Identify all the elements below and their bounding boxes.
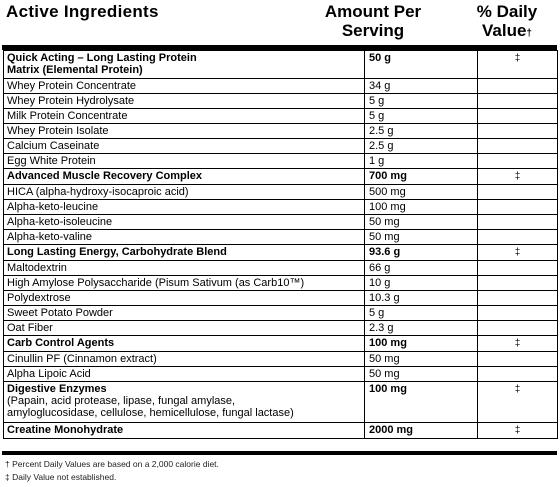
ingredient-amount: 5 g <box>365 94 478 109</box>
header-amount-line2: Serving <box>341 21 405 40</box>
ingredient-daily-value <box>478 321 558 336</box>
ingredient-daily-value: ‡ <box>478 51 558 79</box>
ingredient-name: Egg White Protein <box>4 154 365 169</box>
table-row <box>4 382 558 423</box>
ingredient-name: Advanced Muscle Recovery Complex <box>4 169 365 185</box>
ingredient-amount: 2.5 g <box>365 139 478 154</box>
ingredient-amount: 1 g <box>365 154 478 169</box>
ingredient-amount: 100 mg <box>365 336 478 352</box>
ingredient-name: Milk Protein Concentrate <box>4 109 365 124</box>
ingredient-name-line: (Papain, acid protease, lipase, fungal amylase, <box>7 395 236 407</box>
ingredient-name: Whey Protein Hydrolysate <box>4 94 365 109</box>
ingredient-amount: 2.5 g <box>365 124 478 139</box>
footer-divider-bar <box>2 451 557 455</box>
ingredient-amount: 34 g <box>365 79 478 94</box>
ingredient-name: Alpha Lipoic Acid <box>4 367 365 382</box>
ingredient-amount: 10 g <box>365 276 478 291</box>
ingredient-daily-value <box>478 215 558 230</box>
ingredient-daily-value <box>478 94 558 109</box>
table-row <box>4 321 558 336</box>
table-row <box>4 261 558 276</box>
ingredient-daily-value: ‡ <box>478 169 558 185</box>
table-row <box>4 79 558 94</box>
table-row <box>4 185 558 200</box>
ingredient-amount: 500 mg <box>365 185 478 200</box>
ingredient-amount: 2000 mg <box>365 423 478 439</box>
ingredient-amount: 2.3 g <box>365 321 478 336</box>
ingredient-name: Sweet Potato Powder <box>4 306 365 321</box>
ingredient-name-line: Quick Acting – Long Lasting Protein <box>7 52 197 64</box>
ingredient-daily-value <box>478 139 558 154</box>
ingredient-daily-value <box>478 261 558 276</box>
ingredient-name: HICA (alpha-hydroxy-isocaproic acid) <box>4 185 365 200</box>
ingredient-daily-value <box>478 352 558 367</box>
ingredient-name: Long Lasting Energy, Carbohydrate Blend <box>4 245 365 261</box>
footnote-double-dagger: ‡ Daily Value not established. <box>5 472 117 482</box>
ingredient-daily-value <box>478 367 558 382</box>
footnote-dagger: † Percent Daily Values are based on a 2,000 calorie diet. <box>5 459 219 469</box>
table-row <box>4 291 558 306</box>
table-row <box>4 154 558 169</box>
ingredient-name: Oat Fiber <box>4 321 365 336</box>
ingredient-daily-value <box>478 200 558 215</box>
ingredient-name: Alpha-keto-valine <box>4 230 365 245</box>
table-row <box>4 306 558 321</box>
header-amount-line1: Amount Per <box>324 2 422 21</box>
table-row <box>4 94 558 109</box>
ingredient-name: Alpha-keto-isoleucine <box>4 215 365 230</box>
ingredient-name: Calcium Caseinate <box>4 139 365 154</box>
header-daily-value <box>462 2 552 43</box>
ingredient-daily-value <box>478 109 558 124</box>
ingredient-daily-value <box>478 79 558 94</box>
ingredient-amount: 50 mg <box>365 352 478 367</box>
ingredient-name: Whey Protein Isolate <box>4 124 365 139</box>
table-header <box>0 0 560 47</box>
header-amount-per-serving <box>308 2 438 40</box>
ingredient-daily-value <box>478 124 558 139</box>
dagger-mark: † <box>526 28 532 39</box>
ingredient-amount: 5 g <box>365 306 478 321</box>
ingredient-name-line: amyloglucosidase, cellulose, hemicellulose, fungal lactase) <box>7 407 294 419</box>
table-row <box>4 336 558 352</box>
ingredient-amount: 10.3 g <box>365 291 478 306</box>
table-row <box>4 124 558 139</box>
ingredient-daily-value: ‡ <box>478 245 558 261</box>
header-dv-line2 <box>462 21 552 43</box>
ingredient-name-line: Digestive Enzymes <box>7 383 107 395</box>
ingredient-amount: 93.6 g <box>365 245 478 261</box>
table-row <box>4 109 558 124</box>
table-row <box>4 230 558 245</box>
ingredient-name <box>4 51 365 79</box>
ingredient-name: Whey Protein Concentrate <box>4 79 365 94</box>
ingredient-name: Alpha-keto-leucine <box>4 200 365 215</box>
ingredient-daily-value <box>478 154 558 169</box>
ingredient-daily-value <box>478 306 558 321</box>
table-row <box>4 352 558 367</box>
ingredient-name: Maltodextrin <box>4 261 365 276</box>
table-row <box>4 276 558 291</box>
ingredient-amount: 700 mg <box>365 169 478 185</box>
ingredient-name: Carb Control Agents <box>4 336 365 352</box>
ingredient-amount: 5 g <box>365 109 478 124</box>
ingredient-amount: 66 g <box>365 261 478 276</box>
ingredients-table <box>3 50 558 439</box>
table-row <box>4 423 558 439</box>
ingredient-daily-value: ‡ <box>478 336 558 352</box>
table-row <box>4 51 558 79</box>
ingredient-amount: 50 mg <box>365 367 478 382</box>
ingredient-name: Polydextrose <box>4 291 365 306</box>
table-row <box>4 215 558 230</box>
header-dv-line1: % Daily <box>476 2 538 21</box>
ingredient-name: High Amylose Polysaccharide (Pisum Sativum (as Carb10™) <box>4 276 365 291</box>
ingredient-amount: 100 mg <box>365 382 478 423</box>
ingredient-amount: 50 g <box>365 51 478 79</box>
table-row <box>4 139 558 154</box>
table-row <box>4 169 558 185</box>
ingredient-daily-value: ‡ <box>478 423 558 439</box>
ingredient-amount: 100 mg <box>365 200 478 215</box>
ingredient-name: Creatine Monohydrate <box>4 423 365 439</box>
ingredient-daily-value <box>478 276 558 291</box>
ingredient-daily-value: ‡ <box>478 382 558 423</box>
header-dv-word: Value <box>482 21 527 40</box>
table-row <box>4 245 558 261</box>
ingredient-amount: 50 mg <box>365 215 478 230</box>
ingredient-name: Cinullin PF (Cinnamon extract) <box>4 352 365 367</box>
ingredient-name <box>4 382 365 423</box>
table-row <box>4 367 558 382</box>
ingredient-amount: 50 mg <box>365 230 478 245</box>
ingredient-daily-value <box>478 230 558 245</box>
ingredient-name-line: Matrix (Elemental Protein) <box>7 64 143 76</box>
ingredient-daily-value <box>478 185 558 200</box>
table-row <box>4 200 558 215</box>
header-active-ingredients: Active Ingredients <box>6 2 159 21</box>
ingredient-daily-value <box>478 291 558 306</box>
